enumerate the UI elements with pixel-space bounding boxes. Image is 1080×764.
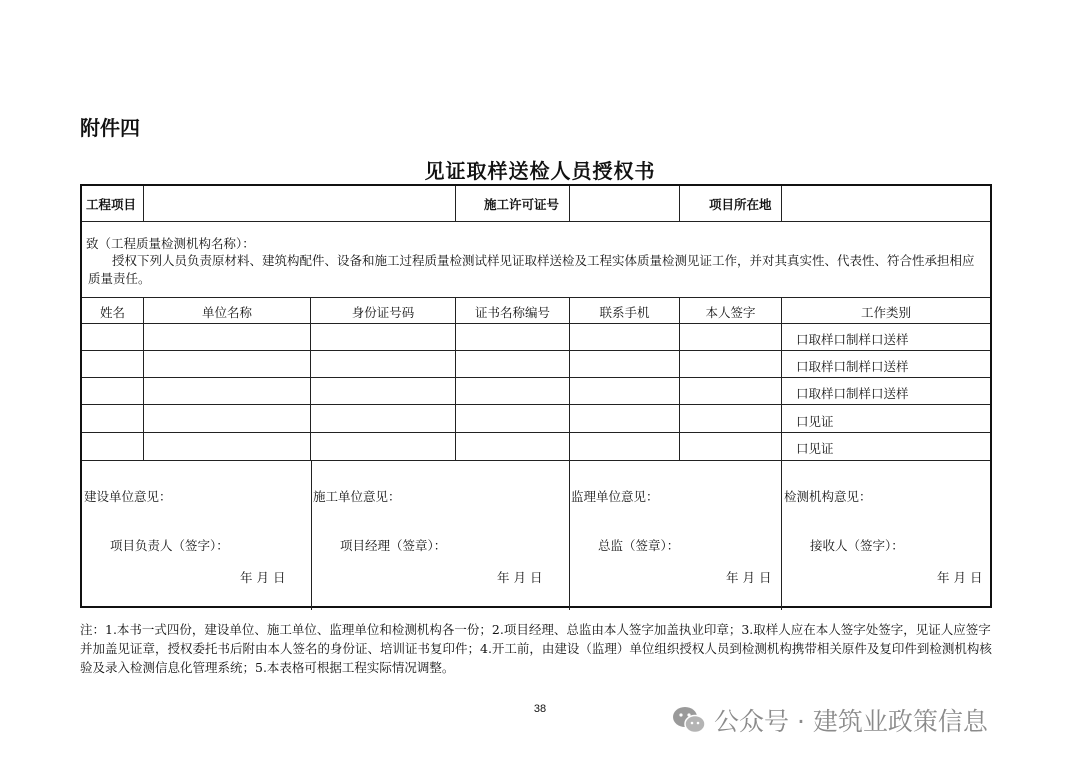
col-id: 身份证号码	[351, 305, 415, 320]
contractor-opinion-title: 施工单位意见：	[313, 489, 401, 504]
divider	[82, 323, 990, 324]
col-signature: 本人签字	[705, 305, 756, 320]
divider	[82, 460, 990, 461]
divider	[143, 297, 144, 460]
addressee: 致（工程质量检测机构名称）：	[86, 236, 255, 251]
watermark	[672, 702, 988, 738]
permit-label: 施工许可证号	[484, 197, 560, 212]
divider	[455, 297, 456, 460]
wechat-icon	[672, 705, 706, 735]
document-title: 见证取样送检人员授权书	[424, 159, 656, 183]
divider	[781, 460, 782, 610]
project-label: 工程项目	[86, 197, 137, 212]
statement-text: 授权下列人员负责原材料、建筑构配件、设备和施工过程质量检测试样见证取样送检及工程实体质量检测见证工作，并对其真实性、代表性、符合性承担相应质量责任。	[88, 253, 975, 286]
divider	[82, 350, 990, 351]
divider	[82, 221, 990, 222]
divider	[569, 460, 570, 610]
col-work-type: 工作类别	[860, 305, 911, 320]
divider	[569, 297, 570, 460]
divider	[310, 297, 311, 460]
supervisor-sign-label: 总监（签章）：	[598, 538, 680, 553]
work-type-checkbox[interactable]: 口取样口制样口送样	[796, 386, 909, 401]
location-label: 项目所在地	[709, 197, 772, 212]
col-unit: 单位名称	[201, 305, 252, 320]
divider	[781, 186, 782, 221]
col-phone: 联系手机	[599, 305, 650, 320]
divider	[781, 297, 782, 460]
owner-date: 年 月 日	[240, 570, 286, 585]
divider	[679, 297, 680, 460]
permit-field[interactable]	[570, 188, 678, 218]
contractor-date: 年 月 日	[497, 570, 543, 585]
contractor-sign-label: 项目经理（签章）：	[340, 538, 447, 553]
supervisor-date: 年 月 日	[726, 570, 772, 585]
lab-date: 年 月 日	[937, 570, 983, 585]
divider	[311, 460, 312, 610]
notes: 注：1.本书一式四份，建设单位、施工单位、监理单位和检测机构各一份；2.项目经理、总监由本人签字加盖执业印章；3.取样人应在本人签字处签字，见证人应签字并加盖见证章，授权委托书后附由本人签名的身份证、培训证书复印件；4.开工前，由建设（监理）单位组织授权人员到检测机构携带相关原件及复印件到检测机构核验及录入检测信息化管理系统；5.本表格可根据工程实际情况调整。	[80, 622, 992, 675]
divider	[455, 186, 456, 221]
work-type-checkbox[interactable]: 口取样口制样口送样	[796, 332, 909, 347]
watermark-text: 公众号 · 建筑业政策信息	[714, 707, 988, 736]
attachment-label: 附件四	[80, 116, 140, 140]
col-name: 姓名	[99, 305, 125, 320]
lab-sign-label: 接收人（签字）：	[810, 538, 904, 553]
work-type-checkbox[interactable]: 口见证	[796, 414, 834, 429]
page-number: 38	[533, 703, 547, 715]
owner-opinion-title: 建设单位意见：	[84, 489, 172, 504]
divider	[82, 404, 990, 405]
divider	[82, 297, 990, 298]
work-type-checkbox[interactable]: 口取样口制样口送样	[796, 359, 909, 374]
project-field[interactable]	[144, 188, 454, 218]
supervisor-opinion-title: 监理单位意见：	[571, 489, 659, 504]
authorization-form-table	[80, 184, 992, 608]
divider	[82, 377, 990, 378]
divider	[82, 432, 990, 433]
divider	[679, 186, 680, 221]
divider	[569, 186, 570, 221]
owner-sign-label: 项目负责人（签字）：	[110, 538, 229, 553]
authorization-statement	[88, 252, 984, 288]
divider	[143, 186, 144, 221]
lab-opinion-title: 检测机构意见：	[784, 489, 872, 504]
work-type-checkbox[interactable]: 口见证	[796, 441, 834, 456]
location-field[interactable]	[782, 188, 987, 218]
col-cert: 证书名称编号	[474, 305, 550, 320]
